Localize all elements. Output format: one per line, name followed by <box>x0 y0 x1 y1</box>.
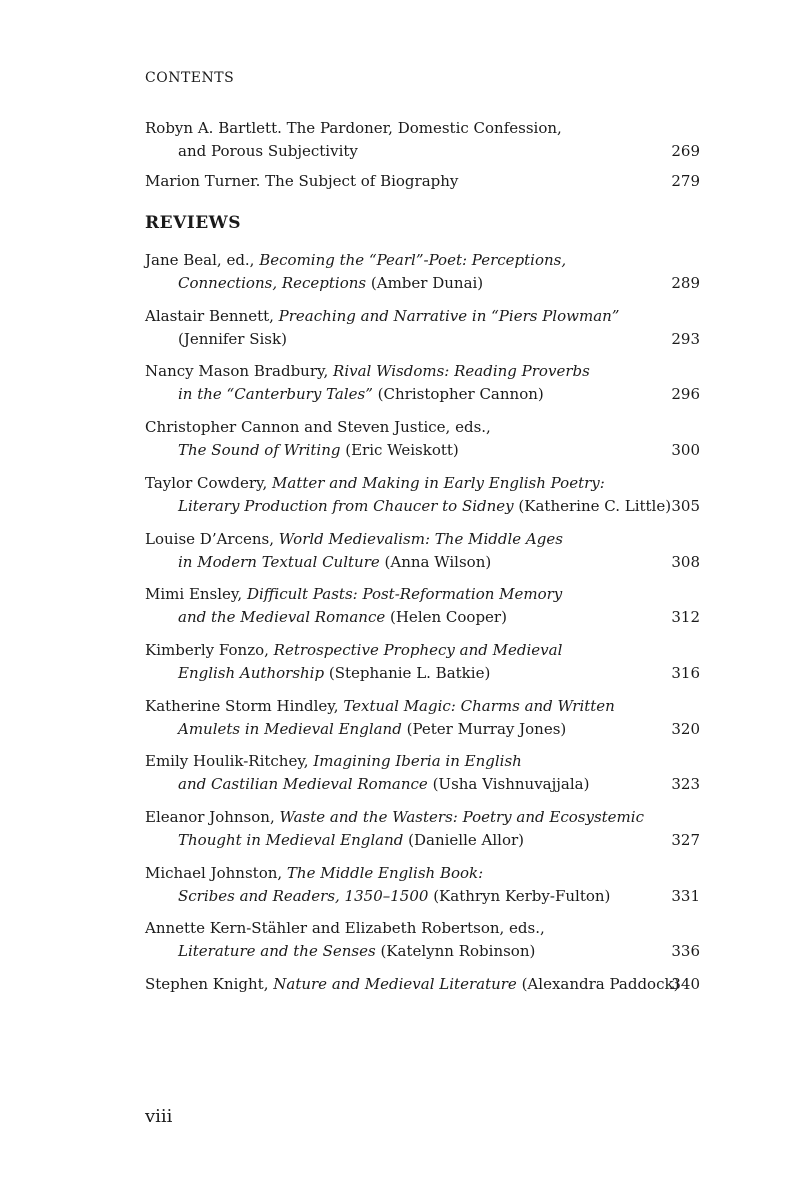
entry-line <box>145 551 700 574</box>
entry-title: and Porous Subjectivity <box>178 142 358 160</box>
page-number: 300 <box>671 441 700 459</box>
entry-text: Kimberly Fonzo, <box>145 641 274 659</box>
entry-text: (Christopher Cannon) <box>372 385 544 403</box>
work-title: Connections, Receptions <box>178 274 367 292</box>
entry-text: Nancy Mason Bradbury, <box>145 362 334 380</box>
toc-entry <box>145 862 700 908</box>
work-title: Matter and Making in Early English Poetry: <box>272 474 605 492</box>
entry-line <box>145 528 700 551</box>
entry-line <box>145 495 700 518</box>
page-number: 269 <box>671 142 700 160</box>
entry-line <box>145 583 700 606</box>
entry-text: (Anna Wilson) <box>379 553 492 571</box>
work-title: and the Medieval Romance <box>178 608 386 626</box>
toc-entry <box>145 117 700 163</box>
page-number: 293 <box>671 330 700 348</box>
entry-text: (Danielle Allor) <box>403 831 525 849</box>
entry-text: Mimi Ensley, <box>145 585 247 603</box>
work-title: The Sound of Writing <box>178 441 341 459</box>
entry-line <box>145 305 700 328</box>
entry-text: Alastair Bennett, <box>145 307 279 325</box>
page-number: 305 <box>671 497 700 515</box>
entry-line <box>145 806 700 829</box>
toc-entry <box>145 695 700 741</box>
entry-line <box>145 639 700 662</box>
toc-entry <box>145 528 700 574</box>
page-number: 336 <box>671 942 700 960</box>
entry-text: (Stephanie L. Batkie) <box>324 664 491 682</box>
toc-entry <box>145 806 700 852</box>
entry-line <box>145 940 700 963</box>
entry-title: Marion Turner. The Subject of Biography <box>145 172 459 190</box>
toc-entry <box>145 416 700 462</box>
entry-line <box>145 249 700 272</box>
work-title: English Authorship <box>178 664 325 682</box>
entry-text: Stephen Knight, <box>145 975 274 993</box>
work-title: Literature and the Senses <box>178 942 376 960</box>
toc-entry <box>145 305 700 351</box>
page-folio: viii <box>145 1106 173 1127</box>
entry-text: (Eric Weiskott) <box>340 441 459 459</box>
section-heading-reviews: REVIEWS <box>145 213 242 233</box>
entry-text: Katherine Storm Hindley, <box>145 697 344 715</box>
work-title: and Castilian Medieval Romance <box>178 775 428 793</box>
entry-line: Robyn A. Bartlett. The Pardoner, Domestic Confession, <box>145 119 562 137</box>
page-number: 323 <box>671 775 700 793</box>
entry-text: Jane Beal, ed., <box>145 251 260 269</box>
entry-line <box>145 439 700 462</box>
page-number: 331 <box>671 887 700 905</box>
entry-line <box>145 606 700 629</box>
entry-line <box>145 416 700 439</box>
entry-line <box>145 170 700 193</box>
entry-line <box>145 272 700 295</box>
entry-line <box>145 750 700 773</box>
toc-entry <box>145 170 700 193</box>
contents-page <box>145 0 700 1200</box>
entry-text: Louise D’Arcens, <box>145 530 279 548</box>
entry-text: (Usha Vishnuvajjala) <box>427 775 590 793</box>
page-number: 279 <box>671 172 700 190</box>
work-title: Preaching and Narrative in “Piers Plowman” <box>278 307 620 325</box>
running-head: CONTENTS <box>145 70 235 86</box>
work-title: Becoming the “Pearl”-Poet: Perceptions, <box>259 251 567 269</box>
entry-line <box>145 695 700 718</box>
page-number: 327 <box>671 831 700 849</box>
entry-text: (Kathryn Kerby-Fulton) <box>428 887 611 905</box>
entry-line <box>145 718 700 741</box>
toc-entry <box>145 360 700 406</box>
entry-text: (Jennifer Sisk) <box>178 330 287 348</box>
work-title: Amulets in Medieval England <box>178 720 402 738</box>
toc-entry <box>145 750 700 796</box>
work-title: Waste and the Wasters: Poetry and Ecosystemic <box>279 808 644 826</box>
entry-text: Eleanor Johnson, <box>145 808 280 826</box>
entry-text: (Katelynn Robinson) <box>375 942 536 960</box>
entry-text: Michael Johnston, <box>145 864 287 882</box>
toc-entry <box>145 472 700 518</box>
entry-text: (Katherine C. Little) <box>513 497 672 515</box>
entry-line <box>145 383 700 406</box>
entry-line <box>145 885 700 908</box>
entry-line <box>145 773 700 796</box>
entry-text: Taylor Cowdery, <box>145 474 273 492</box>
entry-text: Emily Houlik-Ritchey, <box>145 752 314 770</box>
entry-text: (Alexandra Paddock) <box>516 975 680 993</box>
entry-text: Christopher Cannon and Steven Justice, eds., <box>145 418 491 436</box>
entry-line <box>145 140 700 163</box>
page-number: 316 <box>671 664 700 682</box>
toc-entry <box>145 583 700 629</box>
entry-line <box>145 662 700 685</box>
work-title: Scribes and Readers, 1350–1500 <box>178 887 429 905</box>
page-number: 296 <box>671 385 700 403</box>
work-title: Literary Production from Chaucer to Sidney <box>178 497 514 515</box>
work-title: in the “Canterbury Tales” <box>178 385 373 403</box>
work-title: Retrospective Prophecy and Medieval <box>273 641 563 659</box>
entry-text: (Helen Cooper) <box>385 608 507 626</box>
page-number: 308 <box>671 553 700 571</box>
page-number: 340 <box>671 975 700 993</box>
toc-entry <box>145 639 700 685</box>
entry-text: (Peter Murray Jones) <box>401 720 567 738</box>
work-title: Textual Magic: Charms and Written <box>343 697 615 715</box>
page-number: 312 <box>671 608 700 626</box>
entry-line <box>145 973 700 996</box>
work-title: Thought in Medieval England <box>178 831 404 849</box>
toc-entry <box>145 917 700 963</box>
work-title: Imagining Iberia in English <box>313 752 522 770</box>
toc-entry <box>145 973 700 996</box>
work-title: Rival Wisdoms: Reading Proverbs <box>333 362 590 380</box>
work-title: The Middle English Book: <box>286 864 484 882</box>
work-title: Nature and Medieval Literature <box>273 975 517 993</box>
entry-text: Annette Kern-Stähler and Elizabeth Robertson, eds., <box>145 919 545 937</box>
entry-text: (Amber Dunai) <box>366 274 484 292</box>
entry-line <box>145 829 700 852</box>
work-title: in Modern Textual Culture <box>178 553 380 571</box>
entry-line <box>145 917 700 940</box>
entry-line <box>145 472 700 495</box>
entry-line <box>145 862 700 885</box>
entry-line <box>145 328 700 351</box>
work-title: World Medievalism: The Middle Ages <box>278 530 563 548</box>
work-title: Difficult Pasts: Post-Reformation Memory <box>246 585 563 603</box>
page-number: 320 <box>671 720 700 738</box>
page-number: 289 <box>671 274 700 292</box>
toc-entry <box>145 249 700 295</box>
entry-line <box>145 360 700 383</box>
